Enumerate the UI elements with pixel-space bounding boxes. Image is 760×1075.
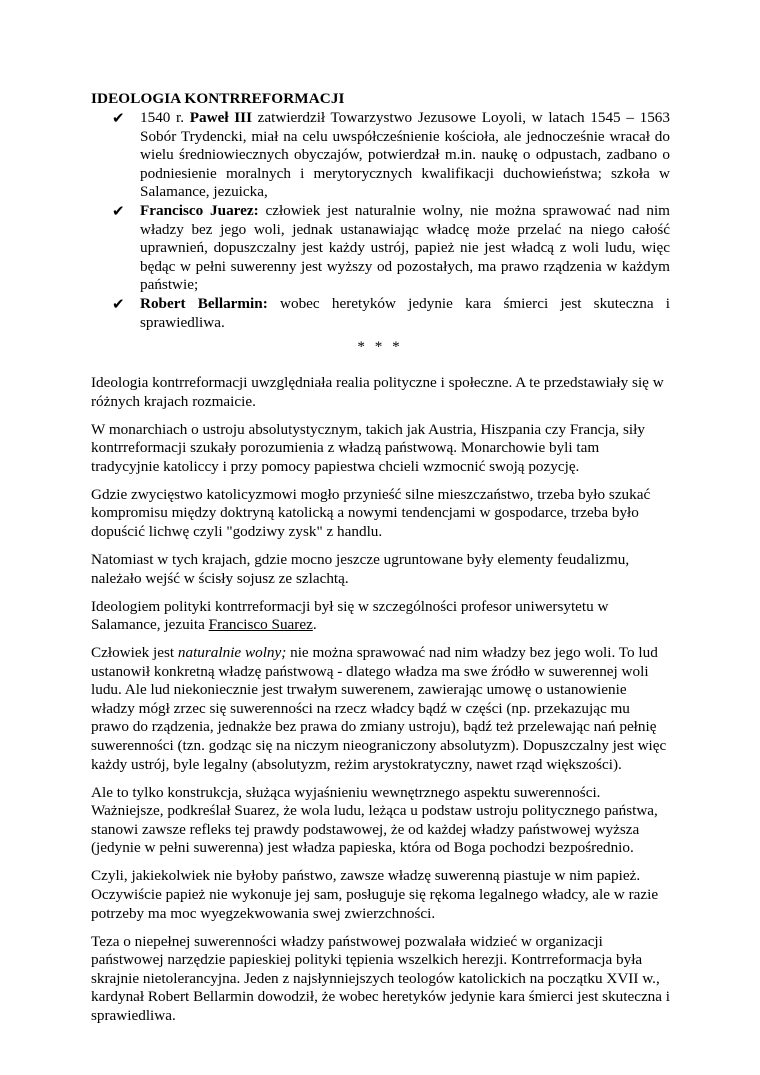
summary-item-bold: Francisco Juarez:: [140, 201, 259, 219]
checkmark-icon: ✔: [112, 294, 125, 313]
paragraph: [91, 598, 671, 635]
paragraph: Gdzie zwycięstwo katolicyzmowi mogło przynieść silne mieszczaństwo, trzeba było szukać kompromisu między doktryną katolicką a nowymi tendencjami w gospodarce, trzeba było dopuścić lichwę czyli "godziwy zysk" z handlu.: [91, 485, 651, 540]
paragraph: W monarchiach o ustroju absolutystycznym, takich jak Austria, Hiszpania czy Francja, siły kontrreformacji szukały porozumienia z władzą państwową. Monarchowie byli tam tradycyjnie katoliccy i przy pomocy papiestwa chcieli wzmocnić swoją pozycję.: [91, 420, 645, 475]
summary-item-bold: Paweł III: [189, 109, 252, 126]
paragraph: Ideologia kontrreformacji uwzględniała realia polityczne i społeczne. A te przedstawiały się w różnych krajach rozmaicie.: [91, 374, 664, 410]
section-separator: * * *: [357, 338, 403, 355]
summary-item-text: wobec heretyków jedynie kara śmierci jest skuteczna i sprawiedliwa.: [140, 294, 670, 331]
document-title: IDEOLOGIA KONTRREFORMACJI: [91, 90, 345, 107]
paragraph-text: nie można sprawować nad nim władzy bez jego woli. To lud ustanowił konkretną władzę państwową - dlatego władza ma swe źródło w suwerennej woli ludu. Ale lud niekoniecznie jest trwałym suwerenem, zawierając umowę o ustanowienie władzy mógł zrzec się suwerenności na rzecz władcy bądź w części (np. przekazując mu prawo do rządzenia, jednakże bez prawa do zmiany ustroju), bądź też przelewając nań pełnię suwerenności (tzn. godząc się na niczym nieograniczony absolutyzm). Dopuszczalny jest więc każdy ustrój, byle legalny (absolutyzm, reżim arystokratyczny, nawet rząd większości).: [91, 644, 667, 773]
paragraph: Teza o niepełnej suwerenności władzy państwowej pozwalała widzieć w organizacji państwowej narzędzie papieskiej polityki tępienia wszelkich herezji. Kontrreformacja była skrajnie nietolerancyjna. Jeden z najsłynniejszych teologów katolickich na początku XVII w., kardynał Robert Bellarmin dowodził, że wobec heretyków jedynie kara śmierci jest skuteczna i sprawiedliwa.: [91, 932, 671, 1024]
checkmark-icon: ✔: [112, 109, 125, 127]
summary-item: [112, 295, 670, 332]
summary-item-lead: 1540 r.: [140, 109, 190, 126]
summary-item-bold: Robert Bellarmin:: [140, 294, 268, 312]
paragraph-text: Człowiek jest: [91, 644, 178, 662]
summary-item-text: człowiek jest naturalnie wolny, nie można sprawować nad nim władzy bez jego woli, jednak ustanawiając władcę może przelać na niego całość uprawnień, dopuszczalny jest każdy ustrój, papież nie jest władcą z woli ludu, więc będąc w pełni suwerenny jest wyższy od pozostałych, ma prawo rządzenia w każdym państwie;: [140, 201, 670, 294]
paragraph: Ale to tylko konstrukcja, służąca wyjaśnieniu wewnętrznego aspektu suwerenności. Ważniejsze, podkreślał Suarez, że wola ludu, leżąca u podstaw ustroju politycznego państwa, stanowi zawsze refleks tej prawdy podstawowej, że od każdej władzy państwowej wyższa (jedynie w pełni suwerenna) jest władza papieska, która od Boga pochodzi bezpośrednio.: [91, 783, 658, 857]
paragraph: [91, 644, 671, 774]
paragraph-text: .: [312, 616, 317, 634]
francisco-suarez-link[interactable]: Francisco Suarez: [208, 616, 313, 634]
summary-list: [112, 109, 670, 332]
article-body: [91, 374, 671, 1035]
paragraph: Natomiast w tych krajach, gdzie mocno jeszcze ugruntowane były elementy feudalizmu, należało wejść w ścisły sojusz ze szlachtą.: [91, 550, 630, 587]
summary-item-text: zatwierdził Towarzystwo Jezusowe Loyoli, w latach 1545 – 1563 Sobór Trydencki, miał na celu uwspółcześnienie kościoła, ale jednocześnie wracał do wielu średniowiecznych obyczajów, potwierdzał m.in. naukę o odpustach, zadbano o podniesienie moralnych i merytorycznych kwalifikacji duchowieństwa; szkoła w Salamance, jezuicka,: [140, 109, 670, 201]
paragraph-emphasis: naturalnie wolny;: [177, 644, 287, 662]
summary-item: [112, 202, 670, 295]
paragraph-text: Ideologiem polityki kontrreformacji był się w szczególności profesor uniwersytetu w Salamance, jezuita: [91, 597, 609, 634]
paragraph: Czyli, jakiekolwiek nie byłoby państwo, zawsze władzę suwerenną piastuje w nim papież. Oczywiście papież nie wykonuje jej sam, posługuje się rękoma legalnego władcy, ale w razie potrzeby ma moc wyegzekwowania swej zwierzchności.: [91, 867, 659, 922]
summary-item: [112, 109, 670, 202]
checkmark-icon: ✔: [112, 201, 125, 220]
